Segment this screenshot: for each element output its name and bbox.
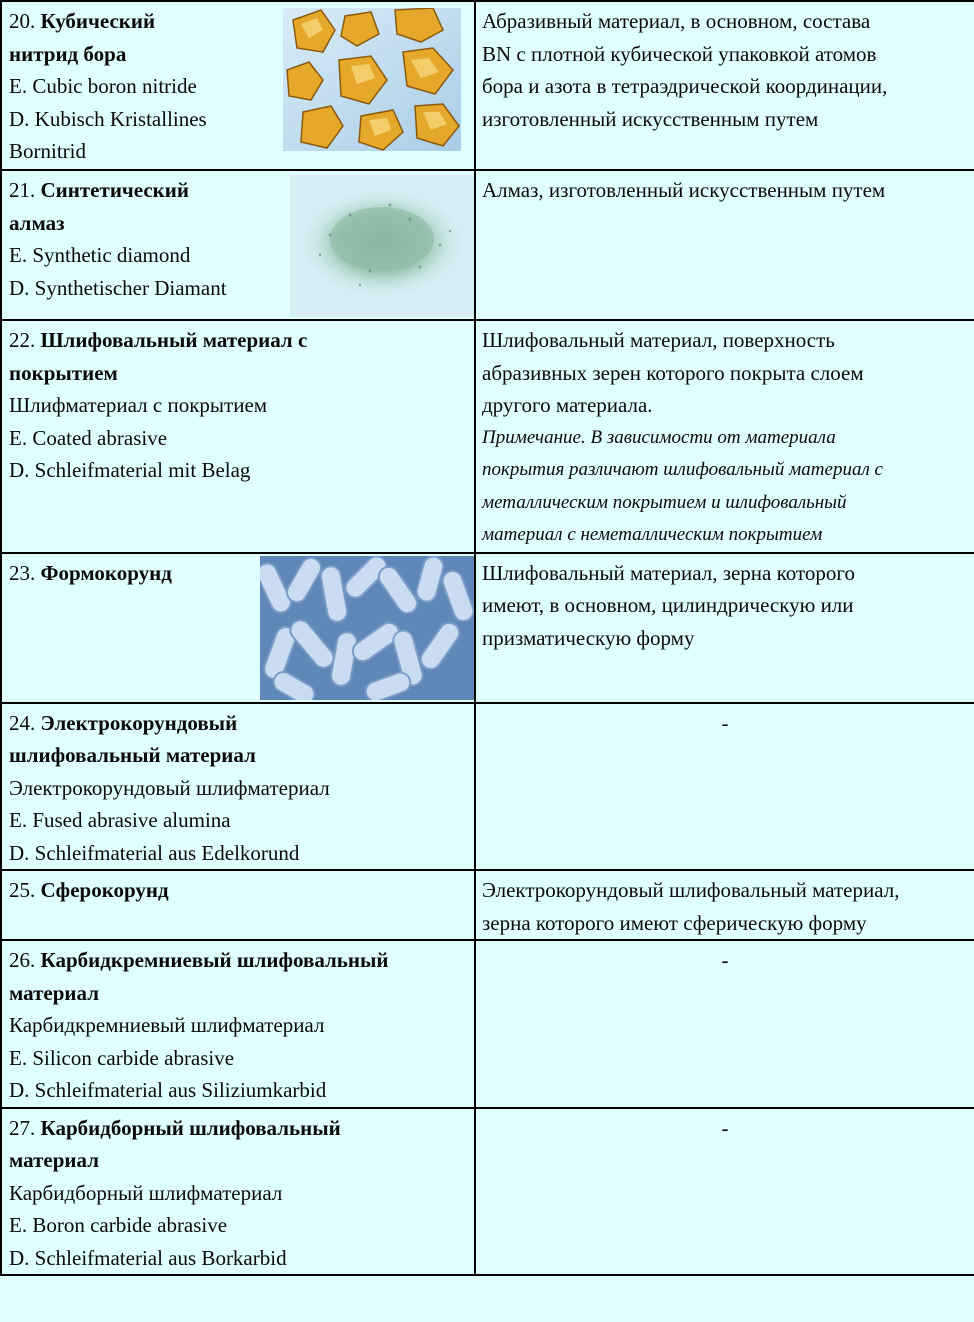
term-name: Электрокорундовый: [40, 710, 238, 735]
german-term: D. Schleifmaterial aus Edelkorund: [9, 840, 300, 865]
definition-line: абразивных зерен которого покрыта слоем: [482, 360, 864, 385]
english-term: E. Fused abrasive alumina: [9, 808, 231, 832]
definition-cell: [475, 870, 974, 940]
definition-line: -: [721, 710, 729, 735]
synonym-term: Карбидкремниевый шлифматериал: [9, 1013, 325, 1037]
definition-line: Электрокорундовый шлифовальный материал,: [482, 878, 900, 902]
term-name: Кубический: [40, 9, 156, 33]
table-row: [1, 1108, 974, 1276]
table-row: [1, 870, 974, 940]
term-cell: [1, 320, 475, 553]
term-name: Сферокорунд: [40, 878, 169, 902]
definition-line: Алмаз, изготовленный искусственным путем: [482, 178, 886, 202]
definition-line: -: [721, 1115, 729, 1140]
english-term: E. Cubic boron nitride: [9, 74, 197, 98]
german-term: D. Schleifmaterial aus Siliziumkarbid: [9, 1078, 327, 1102]
term-name: материал: [9, 980, 99, 1005]
definition-line: призматическую форму: [482, 625, 695, 650]
definition-line: зерна которого имеют сферическую форму: [482, 910, 867, 935]
term-cell: [1, 1108, 475, 1276]
synonym-term: Карбидборный шлифматериал: [9, 1180, 283, 1205]
term-number: 26.: [9, 948, 36, 972]
synonym-term: Электрокорундовый шлифматериал: [9, 775, 330, 800]
definition-line: другого материала.: [482, 393, 653, 417]
term-name: Синтетический: [40, 178, 189, 202]
term-name: Карбидкремниевый шлифовальный: [40, 948, 389, 972]
term-name: нитрид бора: [9, 41, 127, 66]
term-name: Формокорунд: [40, 560, 172, 585]
note-line: металлическим покрытием и шлифовальный: [482, 491, 847, 513]
term-name: шлифовальный материал: [9, 743, 256, 767]
term-name: материал: [9, 1148, 99, 1172]
english-term: E. Coated abrasive: [9, 425, 168, 450]
definition-cell: [475, 940, 974, 1108]
term-number: 25.: [9, 878, 36, 902]
table-row: [1, 1, 974, 170]
term-number: 20.: [9, 9, 36, 33]
definition-cell: [475, 703, 974, 871]
table-row: [1, 320, 974, 553]
term-name: Шлифовальный материал с: [40, 328, 308, 352]
term-number: 27.: [9, 1115, 36, 1140]
definition-line: BN с плотной кубической упаковкой атомов: [482, 41, 877, 66]
term-cell: [1, 870, 475, 940]
definition-line: Абразивный материал, в основном, состава: [482, 9, 871, 33]
definition-cell: [475, 1, 974, 170]
definition-line: -: [721, 948, 729, 972]
definition-cell: [475, 170, 974, 320]
term-name: покрытием: [9, 360, 118, 385]
term-cell: [1, 1, 475, 170]
term-number: 21.: [9, 178, 36, 202]
definition-cell: [475, 320, 974, 553]
term-cell: [1, 940, 475, 1108]
term-number: 24.: [9, 710, 36, 735]
german-term: D. Schleifmaterial mit Belag: [9, 458, 251, 482]
definition-cell: [475, 553, 974, 703]
definition-line: бора и азота в тетраэдрической координации,: [482, 74, 888, 98]
english-term: E. Synthetic diamond: [9, 243, 191, 267]
term-number: 22.: [9, 328, 36, 352]
german-term: D. Synthetischer Diamant: [9, 275, 227, 300]
term-number: 23.: [9, 560, 36, 585]
german-term: Bornitrid: [9, 139, 86, 163]
note-line: Примечание. В зависимости от материала: [482, 426, 836, 448]
english-term: E. Boron carbide abrasive: [9, 1213, 228, 1237]
term-cell: [1, 170, 475, 320]
definition-line: Шлифовальный материал, зерна которого: [482, 560, 855, 585]
note-line: материал с неметаллическим покрытием: [482, 524, 823, 545]
english-term: E. Silicon carbide abrasive: [9, 1045, 235, 1070]
definition-line: имеют, в основном, цилиндрическую или: [482, 593, 854, 617]
table-row: [1, 940, 974, 1108]
german-term: D. Schleifmaterial aus Borkarbid: [9, 1245, 287, 1270]
term-cell: [1, 703, 475, 871]
synonym-term: Шлифматериал с покрытием: [9, 393, 268, 417]
term-name: Карбидборный шлифовальный: [40, 1115, 341, 1140]
definition-cell: [475, 1108, 974, 1276]
german-term: D. Kubisch Kristallines: [9, 106, 207, 131]
definition-line: Шлифовальный материал, поверхность: [482, 328, 835, 352]
note-line: покрытия различают шлифовальный материал с: [482, 459, 883, 480]
term-cell: [1, 553, 475, 703]
term-name: алмаз: [9, 210, 65, 235]
table-row: [1, 553, 974, 703]
table-row: [1, 170, 974, 320]
definition-line: изготовленный искусственным путем: [482, 106, 819, 131]
table-row: [1, 703, 974, 871]
